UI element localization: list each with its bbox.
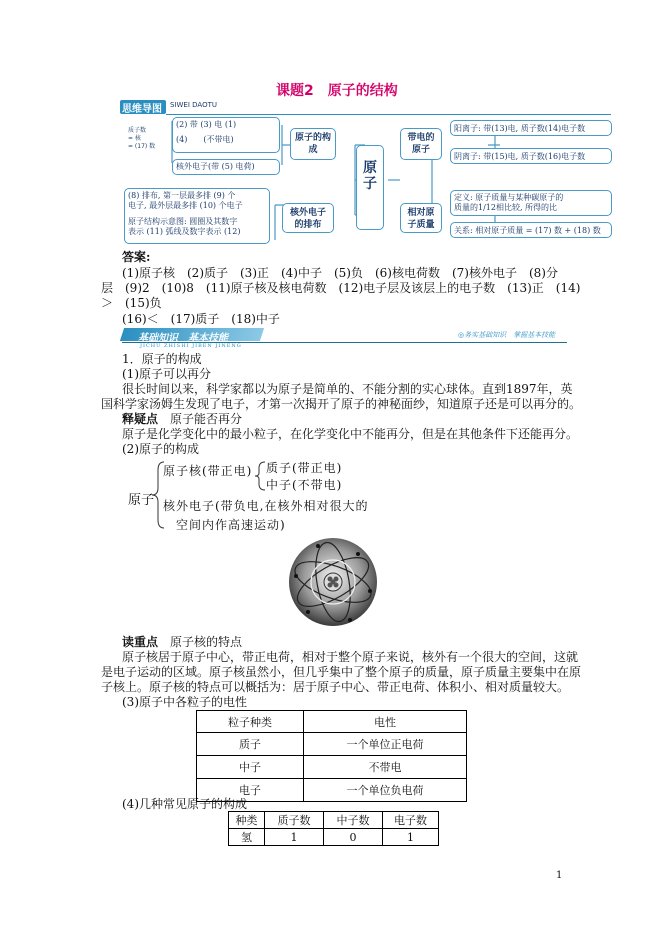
section-banner-right: ◎务实基础知识 掌握基本技能 <box>458 331 556 339</box>
sub-divisible: (1)原子可以再分 <box>122 367 211 381</box>
sub-common-atoms: (4)几种常见原子的构成 <box>122 797 247 811</box>
table-cell: 1 <box>265 829 324 846</box>
table-cell: 不带电 <box>304 756 467 779</box>
mindmap-cation-box: 阳离子: 带(13)电, 质子数(14)电子数 <box>450 120 612 136</box>
atom-composition-table <box>228 811 439 846</box>
struct-electron-2: 空间内作高速运动) <box>176 518 286 532</box>
table-header: 电性 <box>304 711 467 733</box>
table-header: 中子数 <box>324 812 383 829</box>
shiyi-title: 原子能否再分 <box>170 412 243 426</box>
mindmap-left-note: 质子数 = 核 = (17) 数 <box>128 127 156 150</box>
mindmap-center-box: 原子 <box>356 145 384 230</box>
heading-atom-composition: 1．原子的构成 <box>122 352 202 366</box>
dudian-title: 原子核的特点 <box>170 635 243 649</box>
answers-line-3: ＞ (15)负 <box>101 296 162 310</box>
table-header: 质子数 <box>265 812 324 829</box>
mindmap-anion-box: 阴离子: 带(15)电, 质子数(16)电子数 <box>450 148 612 164</box>
shiyi-text: 原子是化学变化中的最小粒子，在化学变化中不能再分，但是在其他条件下还能再分。 <box>122 427 579 441</box>
struct-nucleus: 原子核(带正电) <box>163 464 253 478</box>
page-title: 课题2 原子的结构 <box>276 83 398 99</box>
table-cell: 电子 <box>197 779 304 802</box>
sub-structure: (2)原子的构成 <box>122 442 199 456</box>
mindmap-composition-box: 原子的构成 <box>290 128 336 160</box>
page-number: 1 <box>556 870 563 881</box>
table-cell: 氢 <box>229 829 265 846</box>
charge-table <box>196 710 467 802</box>
mindmap-banner-label: 思维导图 <box>122 104 162 115</box>
dudian-line-1: 原子核居于原子中心，带正电荷，相对于整个原子来说，核外有一个很大的空间，这就 <box>122 650 579 664</box>
mindmap-arrangement-box: (8) 排布, 第一层最多排 (9) 个 电子, 最外层最多排 (10) 个电子 原子结构示意图: 圆圈及其数字 表示 (11) 弧线及数字表示 (12) <box>124 188 270 244</box>
dudian-line-3: 子核上。原子核的特点可以概括为：居于原子中心、带正电荷、体积小、相对质量较大。 <box>101 680 570 694</box>
answers-line-2: 层 (9)2 (10)8 (11)原子核及核电荷数 (12)电子层及该层上的电子数 (13)正 (14) <box>101 281 581 295</box>
dudian-label: 读重点 <box>122 635 159 649</box>
answers-line-1: (1)原子核 (2)质子 (3)正 (4)中子 (5)负 (6)核电荷数 (7)核外电子 (8)分 <box>122 266 558 280</box>
table-header: 电子数 <box>383 812 439 829</box>
table-cell: 一个单位正电荷 <box>304 733 467 756</box>
sub-charge: (3)原子中各粒子的电性 <box>122 695 247 709</box>
table-header: 种类 <box>229 812 265 829</box>
mindmap-banner-en: SIWEI DAOTU <box>170 101 217 109</box>
mindmap-relmass-box: 相对原子质量 <box>400 203 442 233</box>
mindmap-relation-box: 关系: 相对原子质量 = (17) 数 + (18) 数 <box>450 222 612 238</box>
answers-label: 答案: <box>122 250 151 264</box>
mindmap-banner-line <box>166 100 611 115</box>
answers-line-4: (16)＜ (17)质子 (18)中子 <box>122 312 280 326</box>
struct-neutron: 中子(不带电) <box>266 478 343 492</box>
table-cell: 0 <box>324 829 383 846</box>
paragraph-1-line-1: 很长时间以来，科学家都以为原子是简单的、不能分割的实心球体。直到1897年，英 <box>122 382 573 396</box>
table-header: 粒子种类 <box>197 711 304 733</box>
struct-atom: 原子 <box>128 493 155 508</box>
dudian-line-2: 是电子运动的区域。原子核虽然小，但几乎集中了整个原子的质量，原子质量主要集中在原 <box>101 665 582 679</box>
mindmap-ion-box: 带电的原子 <box>400 128 442 160</box>
table-cell: 1 <box>383 829 439 846</box>
table-cell: 一个单位负电荷 <box>304 779 467 802</box>
atom-model-image <box>288 536 378 628</box>
mindmap-electron-box: 核外电子(带 (5) 电荷) <box>172 159 280 175</box>
section-banner-title: 基础知识 基本技能 <box>138 333 228 344</box>
table-cell: 中子 <box>197 756 304 779</box>
shiyi-label: 释疑点 <box>122 412 159 426</box>
struct-proton: 质子(带正电) <box>266 461 343 475</box>
section-banner-en: JICHU ZHISHI JIBEN JINENG <box>140 343 242 349</box>
mindmap-arrangement-title: 核外电子的排布 <box>282 203 334 233</box>
paragraph-1-line-2: 国科学家汤姆生发现了电子，才第一次揭开了原子的神秘面纱，知道原子还是可以再分的。 <box>101 397 582 411</box>
struct-electron-1: 核外电子(带负电,在核外相对很大的 <box>163 499 369 513</box>
mindmap-definition-box: 定义: 原子质量与某种碳原子的 质量的1/12相比较, 所得的比 <box>450 190 612 216</box>
table-cell: 质子 <box>197 733 304 756</box>
mindmap-nucleus-box: (2) 带 (3) 电 (1) (4) (不带电) <box>172 117 280 153</box>
